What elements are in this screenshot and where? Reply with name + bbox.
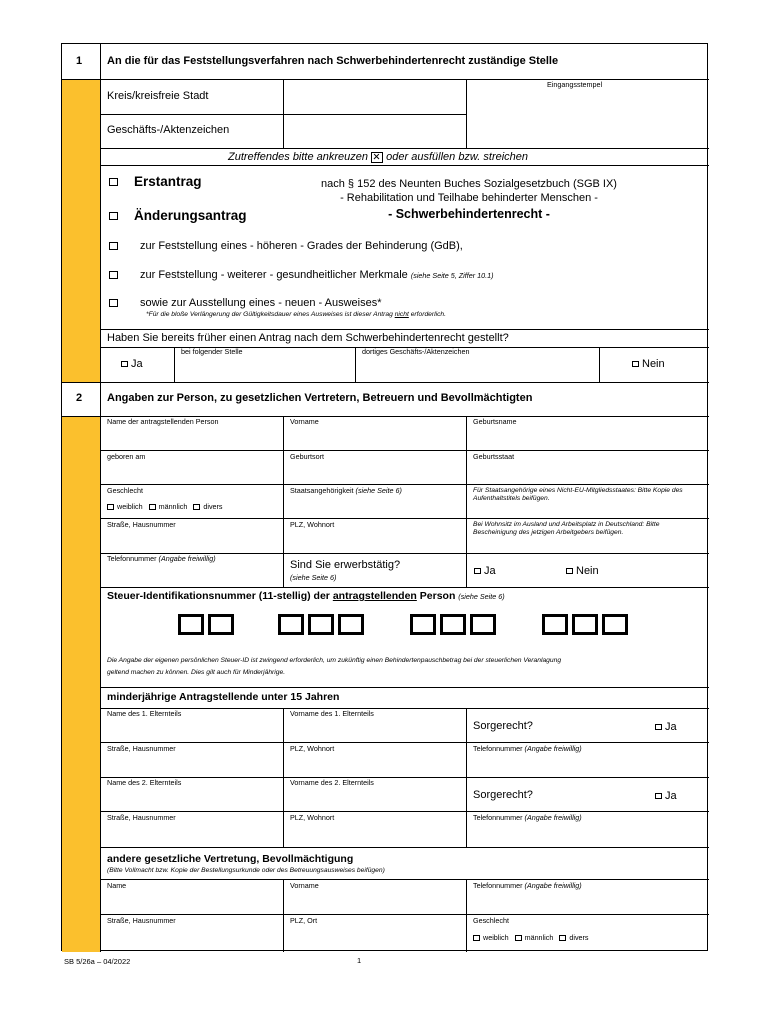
andere-title: andere gesetzliche Vertretung, Bevollmächtigung (107, 853, 354, 865)
steuer-digit-box[interactable] (338, 614, 364, 635)
steuer-digit-box[interactable] (542, 614, 568, 635)
application-form (61, 43, 708, 951)
steuer-digit-box[interactable] (308, 614, 334, 635)
steuer-after: Person (419, 590, 456, 602)
steuer-digit-box[interactable] (470, 614, 496, 635)
vertreter-telefon-note: (Angabe freiwillig) (524, 881, 582, 890)
geschlecht-options (107, 503, 223, 511)
bei-stelle-label: bei folgender Stelle (181, 347, 243, 356)
sorgerecht2-question: Sorgerecht? (473, 789, 533, 801)
strasse-eltern1-label: Straße, Hausnummer (107, 744, 176, 753)
telefon-text: Telefonnummer (107, 554, 157, 563)
name-eltern1-label: Name des 1. Elternteils (107, 709, 182, 718)
telefon-eltern1-text: Telefonnummer (473, 744, 523, 753)
telefon-eltern2-text: Telefonnummer (473, 813, 523, 822)
section1-sidebar (62, 79, 100, 382)
law-line1: nach § 152 des Neunten Buches Sozialgesetzbuch (SGB IX) (321, 178, 617, 190)
erstantrag-option[interactable] (109, 174, 202, 190)
aktenzeichen-label: Geschäfts-/Aktenzeichen (107, 124, 230, 136)
instruction-before: Zutreffendes bitte ankreuzen (228, 151, 369, 163)
checkbox-weiblich[interactable] (107, 504, 114, 510)
steuer-digit-box[interactable] (178, 614, 204, 635)
plz-eltern1-label: PLZ, Wohnort (290, 744, 335, 753)
merkmale-note: (siehe Seite 5, Ziffer 10.1) (410, 271, 494, 280)
erstantrag-label: Erstantrag (134, 174, 202, 189)
aenderungsantrag-option[interactable] (109, 208, 247, 224)
frueher-nein-label: Nein (642, 358, 665, 370)
erwerbstaetig-ja-option[interactable] (474, 565, 496, 578)
sorgerecht1-question: Sorgerecht? (473, 720, 533, 732)
ausweis-note-after: erforderlich. (410, 311, 446, 318)
steuer-digit-box[interactable] (208, 614, 234, 635)
vorname-eltern1-label: Vorname des 1. Elternteils (290, 709, 374, 718)
checkbox-frueher-nein[interactable] (632, 361, 639, 367)
instruction-after: oder ausfüllen bzw. streichen (386, 151, 529, 163)
checkbox-erwerbstaetig-ja[interactable] (474, 568, 481, 574)
gdb-label: zur Feststellung eines - höheren - Grades der Behinderung (GdB), (140, 240, 463, 252)
vertreter-geschlecht-label: Geschlecht (473, 916, 509, 925)
section2-sidebar (62, 416, 100, 952)
name-eltern2-label: Name des 2. Elternteils (107, 778, 182, 787)
option-merkmale[interactable] (109, 269, 494, 282)
geburtsstaat-label: Geburtsstaat (473, 452, 515, 461)
telefon-label (107, 555, 216, 563)
sorgerecht2-ja-label: Ja (665, 790, 677, 802)
geburtsname-label: Geburtsname (473, 417, 517, 426)
erwerbstaetig-note: (siehe Seite 6) (290, 573, 337, 582)
checkbox-vertreter-weiblich[interactable] (473, 935, 480, 941)
steuer-digit-box[interactable] (278, 614, 304, 635)
steuer-under: antragstellenden (332, 590, 417, 602)
frueher-stelle-field[interactable] (175, 348, 355, 382)
vertreter-plz-label: PLZ, Ort (290, 916, 318, 925)
section1-title: An die für das Feststellungsverfahren nach Schwerbehindertenrecht zuständige Stelle (107, 55, 559, 67)
staatsangehoerigkeit-note: (siehe Seite 6) (355, 486, 402, 495)
section1-number: 1 (76, 55, 83, 67)
telefon-eltern2-note: (Angabe freiwillig) (524, 813, 582, 822)
ausweis-note-before: *Für die bloße Verlängerung der Gültigkeitsdauer eines Ausweises ist dieser Antrag (146, 311, 393, 318)
aktenzeichen-field[interactable] (283, 115, 465, 148)
vertreter-maennlich-label: männlich (524, 933, 554, 942)
checkbox-erwerbstaetig-nein[interactable] (566, 568, 573, 574)
strasse-eltern2-label: Straße, Hausnummer (107, 813, 176, 822)
section2-number: 2 (76, 392, 83, 404)
law-line3: - Schwerbehindertenrecht - (388, 207, 550, 221)
merkmale-label: zur Feststellung - weiterer - gesundheitlicher Merkmale (140, 269, 408, 281)
checkbox-erstantrag[interactable] (109, 178, 118, 186)
checkbox-divers[interactable] (193, 504, 200, 510)
ausweis-note (146, 311, 446, 319)
frueher-ja-option[interactable] (121, 358, 143, 371)
steuer-note: (siehe Seite 6) (458, 592, 505, 601)
section2-title: Angaben zur Person, zu gesetzlichen Vertretern, Betreuern und Bevollmächtigten (107, 392, 533, 404)
aenderungsantrag-label: Änderungsantrag (134, 208, 247, 223)
form-id: SB 5/26a – 04/2022 (64, 957, 131, 966)
vertreter-name-label: Name (107, 881, 127, 890)
checkbox-merkmale[interactable] (109, 271, 118, 279)
checkbox-frueher-ja[interactable] (121, 361, 128, 367)
frueher-ja-label: Ja (131, 358, 143, 370)
steuer-digit-box[interactable] (602, 614, 628, 635)
maennlich-label: männlich (158, 502, 188, 511)
plz-wohnort-label: PLZ, Wohnort (290, 520, 335, 529)
staatsangehoerigkeit-label (290, 487, 402, 495)
checkbox-sorgerecht1-ja[interactable] (655, 724, 662, 730)
andere-note: (Bitte Vollmacht bzw. Kopie der Bestellungsurkunde oder des Betreuungsausweises beifügen) (107, 867, 385, 874)
steuer-note-line1: Die Angabe der eigenen persönlichen Steuer-ID ist zwingend erforderlich, um zukünftig einen Behindertenpauschbetrag bei der steuerlichen Veranlagung (107, 657, 562, 664)
vertreter-weiblich-label: weiblich (483, 933, 509, 942)
erwerbstaetig-nein-option[interactable] (566, 565, 599, 578)
erwerbstaetig-ja-label: Ja (484, 565, 496, 577)
vorname-eltern2-label: Vorname des 2. Elternteils (290, 778, 374, 787)
checkbox-vertreter-divers[interactable] (559, 935, 566, 941)
sorgerecht2-ja-option[interactable] (655, 790, 677, 803)
erwerbstaetig-question: Sind Sie erwerbstätig? (290, 559, 401, 571)
checkbox-gdb[interactable] (109, 242, 118, 250)
kreis-field[interactable] (283, 80, 465, 114)
steuer-note-line2: geltend machen zu können. Dies gilt auch für Minderjährige. (107, 669, 286, 676)
checkbox-aenderungsantrag[interactable] (109, 212, 118, 220)
option-ausweis[interactable] (109, 297, 382, 310)
telefon-eltern1-note: (Angabe freiwillig) (524, 744, 582, 753)
dortiges-az-label: dortiges Geschäfts-/Aktenzeichen (362, 347, 470, 356)
vorname-label: Vorname (290, 417, 319, 426)
sorgerecht1-ja-option[interactable] (655, 721, 677, 734)
frueher-nein-option[interactable] (632, 358, 665, 371)
ausland-note: Bei Wohnsitz im Ausland und Arbeitsplatz in Deutschland: Bitte Bescheinigung des jetzigen Arbeitgebers beifügen. (473, 521, 660, 536)
geburtsort-label: Geburtsort (290, 452, 324, 461)
geschlecht-label: Geschlecht (107, 486, 143, 495)
steuer-digit-box[interactable] (410, 614, 436, 635)
sorgerecht1-ja-label: Ja (665, 721, 677, 733)
steuer-digit-box[interactable] (440, 614, 466, 635)
frueher-az-field[interactable] (356, 348, 598, 382)
option-gdb[interactable] (109, 240, 463, 253)
steuer-digit-box[interactable] (572, 614, 598, 635)
checkbox-ausweis[interactable] (109, 299, 118, 307)
page-number: 1 (357, 956, 362, 965)
checked-box-icon (371, 152, 383, 163)
telefon-eltern1-label (473, 745, 582, 753)
kreis-label: Kreis/kreisfreie Stadt (107, 90, 209, 102)
instruction-line (228, 151, 528, 164)
plz-eltern2-label: PLZ, Wohnort (290, 813, 335, 822)
telefon-eltern2-label (473, 814, 582, 822)
checkbox-vertreter-maennlich[interactable] (515, 935, 522, 941)
vertreter-telefon-text: Telefonnummer (473, 881, 523, 890)
staatsangehoerigkeit-text: Staatsangehörigkeit (290, 486, 354, 495)
erwerbstaetig-nein-label: Nein (576, 565, 599, 577)
strasse-label: Straße, Hausnummer (107, 520, 176, 529)
frueher-question: Haben Sie bereits früher einen Antrag nach dem Schwerbehindertenrecht gestellt? (107, 332, 509, 344)
checkbox-sorgerecht2-ja[interactable] (655, 793, 662, 799)
eingangsstempel-label: Eingangsstempel (547, 80, 603, 89)
name-person-label: Name der antragstellenden Person (107, 417, 219, 426)
steuer-id-title (107, 590, 505, 602)
divers-label: divers (203, 502, 223, 511)
weiblich-label: weiblich (117, 502, 143, 511)
ausweis-note-nicht: nicht (394, 311, 409, 318)
geboren-am-label: geboren am (107, 452, 146, 461)
telefon-note: (Angabe freiwillig) (158, 554, 216, 563)
vertreter-strasse-label: Straße, Hausnummer (107, 916, 176, 925)
minderjaehrig-title: minderjährige Antragstellende unter 15 Jahren (107, 691, 340, 703)
vertreter-vorname-label: Vorname (290, 881, 319, 890)
vertreter-geschlecht-options (473, 934, 589, 942)
ausweis-label: sowie zur Ausstellung eines - neuen - Ausweises* (140, 297, 382, 309)
steuer-before: Steuer-Identifikationsnummer (11-stellig) der (107, 590, 330, 602)
checkbox-maennlich[interactable] (149, 504, 156, 510)
vertreter-telefon-label (473, 882, 582, 890)
vertreter-divers-label: divers (569, 933, 589, 942)
nicht-eu-note: Für Staatsangehörige eines Nicht-EU-Mitgliedsstaates: Bitte Kopie des Aufenthaltstitels beifügen. (473, 487, 683, 502)
law-line2: - Rehabilitation und Teilhabe behinderter Menschen - (340, 192, 598, 204)
